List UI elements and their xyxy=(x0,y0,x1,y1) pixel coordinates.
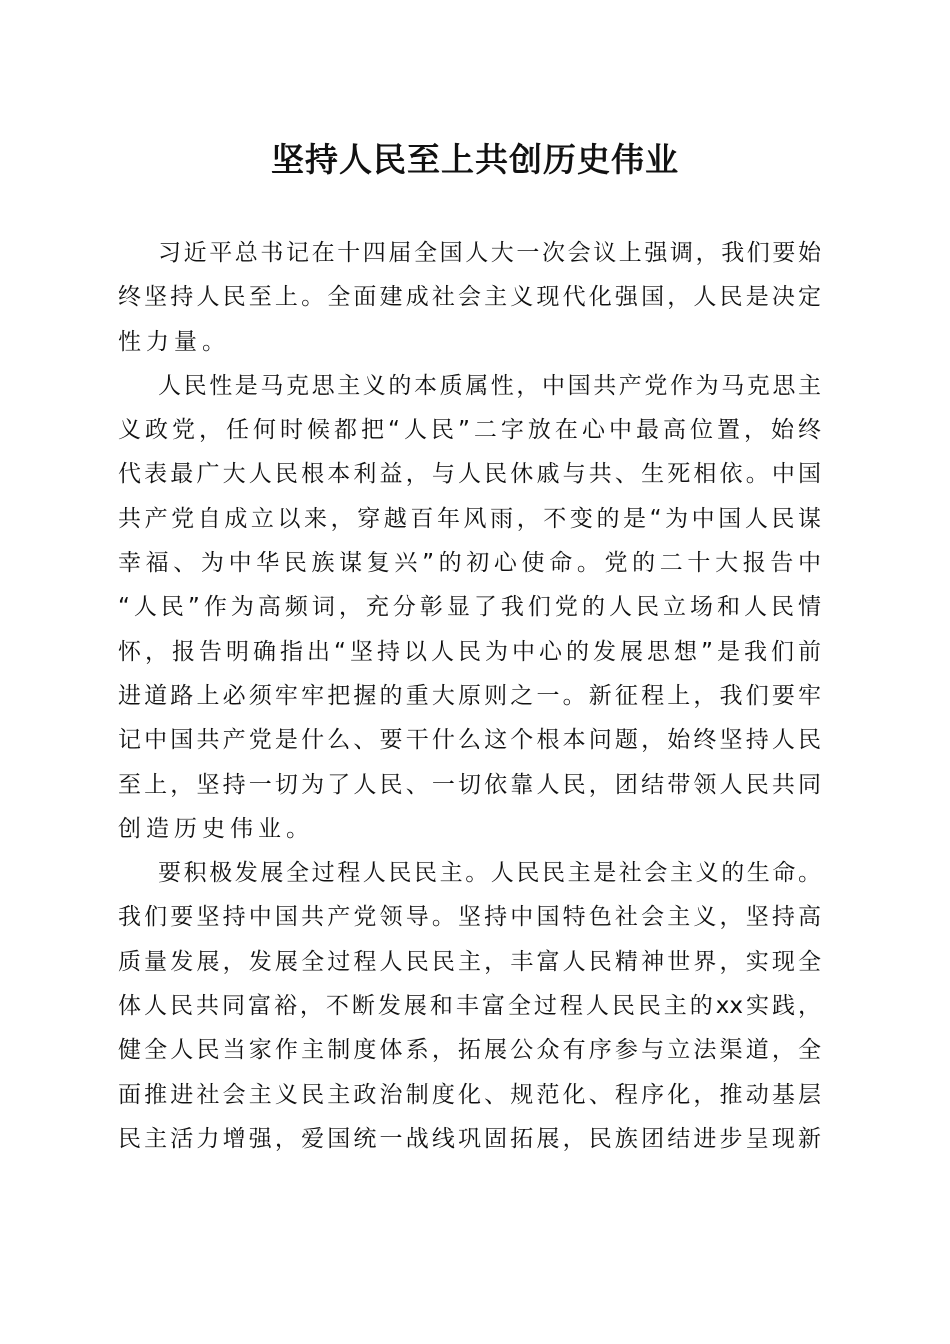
text-line: 共产党自成立以来，穿越百年风雨，不变的是“为中国人民谋 xyxy=(118,505,821,532)
text-line: 创造历史伟业。 xyxy=(118,815,314,842)
text-line: 至上，坚持一切为了人民、一切依靠人民，团结带领人民共同 xyxy=(118,771,821,798)
text-line: 质量发展，发展全过程人民民主，丰富人民精神世界，实现全 xyxy=(118,948,821,975)
text-line: 义政党，任何时候都把“人民”二字放在心中最高位置，始终 xyxy=(118,417,821,444)
text-line: 体人民共同富裕，不断发展和丰富全过程人民民主的xx实践， xyxy=(118,993,821,1020)
text-line: 人民性是马克思主义的本质属性，中国共产党作为马克思主 xyxy=(158,372,821,399)
text-line: 终坚持人民至上。全面建成社会主义现代化强国，人民是决定 xyxy=(118,284,821,311)
document-body xyxy=(118,231,821,1161)
text-line: 面推进社会主义民主政治制度化、规范化、程序化，推动基层 xyxy=(118,1081,821,1108)
text-line: 我们要坚持中国共产党领导。坚持中国特色社会主义，坚持高 xyxy=(118,904,821,931)
paragraph xyxy=(118,231,821,364)
text-line: 性力量。 xyxy=(118,328,230,355)
text-line: 习近平总书记在十四届全国人大一次会议上强调，我们要始 xyxy=(158,240,821,266)
paragraph xyxy=(118,851,821,1161)
text-line: 民主活力增强，爱国统一战线巩固拓展，民族团结进步呈现新 xyxy=(118,1125,821,1152)
text-line: 进道路上必须牢牢把握的重大原则之一。新征程上，我们要牢 xyxy=(118,682,821,709)
document-title: 坚持人民至上共创历史伟业 xyxy=(271,140,679,179)
text-line: 记中国共产党是什么、要干什么这个根本问题，始终坚持人民 xyxy=(118,727,821,754)
paragraph xyxy=(118,364,821,851)
text-line: 幸福、为中华民族谋复兴”的初心使命。党的二十大报告中 xyxy=(118,550,821,577)
text-line: 怀，报告明确指出“坚持以人民为中心的发展思想”是我们前 xyxy=(118,638,821,665)
text-line: 要积极发展全过程人民民主。人民民主是社会主义的生命。 xyxy=(158,860,821,887)
text-line: 健全人民当家作主制度体系，拓展公众有序参与立法渠道，全 xyxy=(118,1037,821,1064)
text-line: “人民”作为高频词，充分彰显了我们党的人民立场和人民情 xyxy=(118,594,821,621)
text-line: 代表最广大人民根本利益，与人民休戚与共、生死相依。中国 xyxy=(118,461,821,488)
